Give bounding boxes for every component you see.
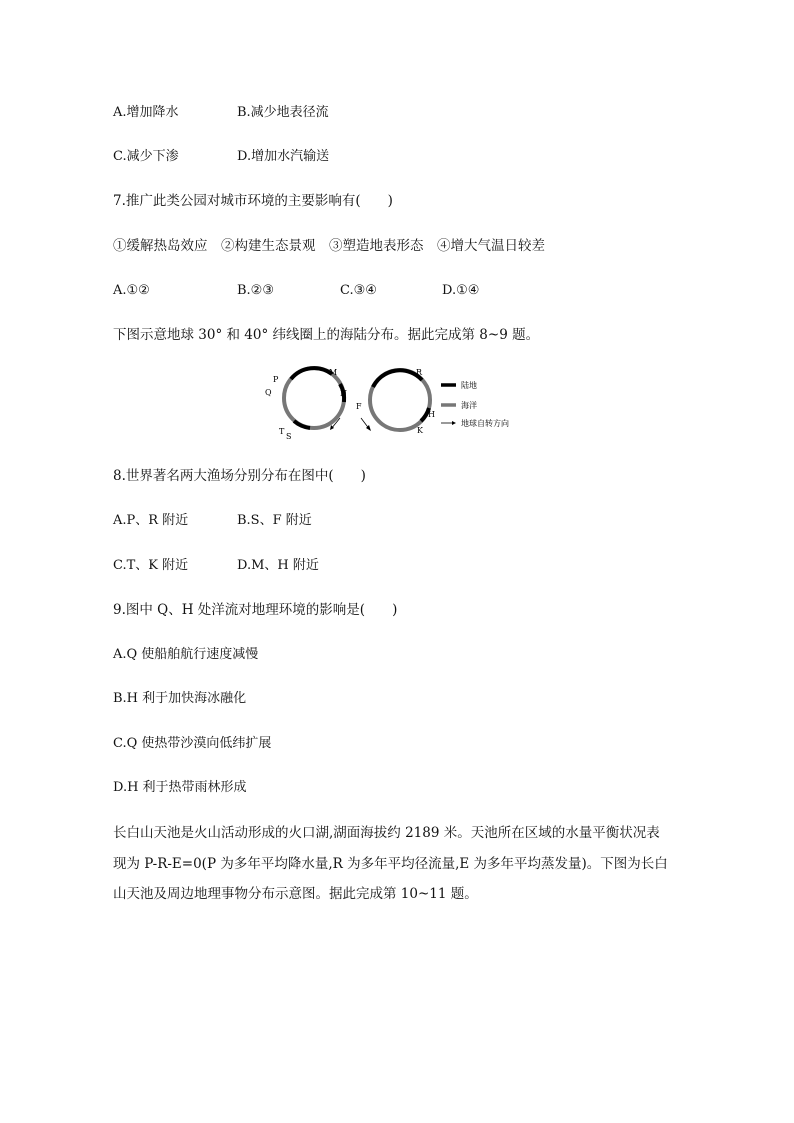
q7-option-d: D.①④ <box>442 283 480 298</box>
q8-option-c: C.T、K 附近 <box>113 558 189 573</box>
legend-ocean-label: 海洋 <box>461 401 477 410</box>
q9-option-d: D.H 利于热带雨林形成 <box>113 780 247 795</box>
right-circle-land-north <box>373 370 422 387</box>
label-H: H <box>428 410 435 419</box>
q8-option-a: A.P、R 附近 <box>113 513 189 528</box>
q9-option-a: A.Q 使船舶航行速度减慢 <box>113 647 259 662</box>
q7-option-a: A.①② <box>113 283 150 298</box>
q8-option-d: D.M、H 附近 <box>237 558 319 573</box>
q6-option-b: B.减少地表径流 <box>237 105 329 120</box>
right-circle <box>356 368 435 435</box>
label-S: S <box>286 432 292 441</box>
q9-option-b: B.H 利于加快海冰融化 <box>113 691 247 706</box>
q9-option-c: C.Q 使热带沙漠向低纬扩展 <box>113 736 272 751</box>
legend-arrow-head <box>452 421 456 425</box>
label-K: K <box>417 426 423 435</box>
left-circle-land-south <box>294 421 310 428</box>
q7-items: ①缓解热岛效应 ②构建生态景观 ③塑造地表形态 ④增大气温日较差 <box>113 238 545 254</box>
q7-option-b: B.②③ <box>237 283 274 298</box>
label-P: P <box>273 375 279 384</box>
label-F: F <box>356 402 362 411</box>
left-circle-land-north <box>291 368 332 379</box>
q6-option-c: C.减少下渗 <box>113 149 179 164</box>
intro-10-11-line-1: 长白山天池是火山活动形成的火口湖,湖面海拔约 2189 米。天池所在区域的水量平衡状况表 <box>113 825 660 841</box>
q9-stem: 9.图中 Q、H 处洋流对地理环境的影响是( ) <box>113 602 398 618</box>
intro-10-11-line-2: 现为 P-R-E=0(P 为多年平均降水量,R 为多年平均径流量,E 为多年平均蒸发量)。下图为长白 <box>113 856 668 872</box>
label-N: N <box>340 389 347 398</box>
label-M: M <box>329 368 338 377</box>
q6-option-d: D.增加水汽输送 <box>237 149 330 164</box>
legend-rotation-label: 地球自转方向 <box>461 419 509 428</box>
intro-8-9: 下图示意地球 30° 和 40° 纬线圈上的海陆分布。据此完成第 8~9 题。 <box>113 327 540 343</box>
label-T: T <box>279 427 285 436</box>
q8-stem: 8.世界著名两大渔场分别分布在图中( ) <box>113 468 366 484</box>
q6-option-a: A.增加降水 <box>113 105 179 120</box>
q7-option-c: C.③④ <box>340 283 377 298</box>
intro-10-11-line-3: 山天池及周边地理事物分布示意图。据此完成第 10~11 题。 <box>113 886 478 902</box>
q8-option-b: B.S、F 附近 <box>237 513 312 528</box>
legend <box>441 380 509 428</box>
q7-stem: 7.推广此类公园对城市环境的主要影响有( ) <box>113 193 393 209</box>
legend-land-label: 陆地 <box>461 381 477 390</box>
latitude-circles-figure <box>258 362 548 442</box>
label-R: R <box>416 368 423 377</box>
label-Q: Q <box>265 388 272 397</box>
left-circle <box>265 368 347 441</box>
